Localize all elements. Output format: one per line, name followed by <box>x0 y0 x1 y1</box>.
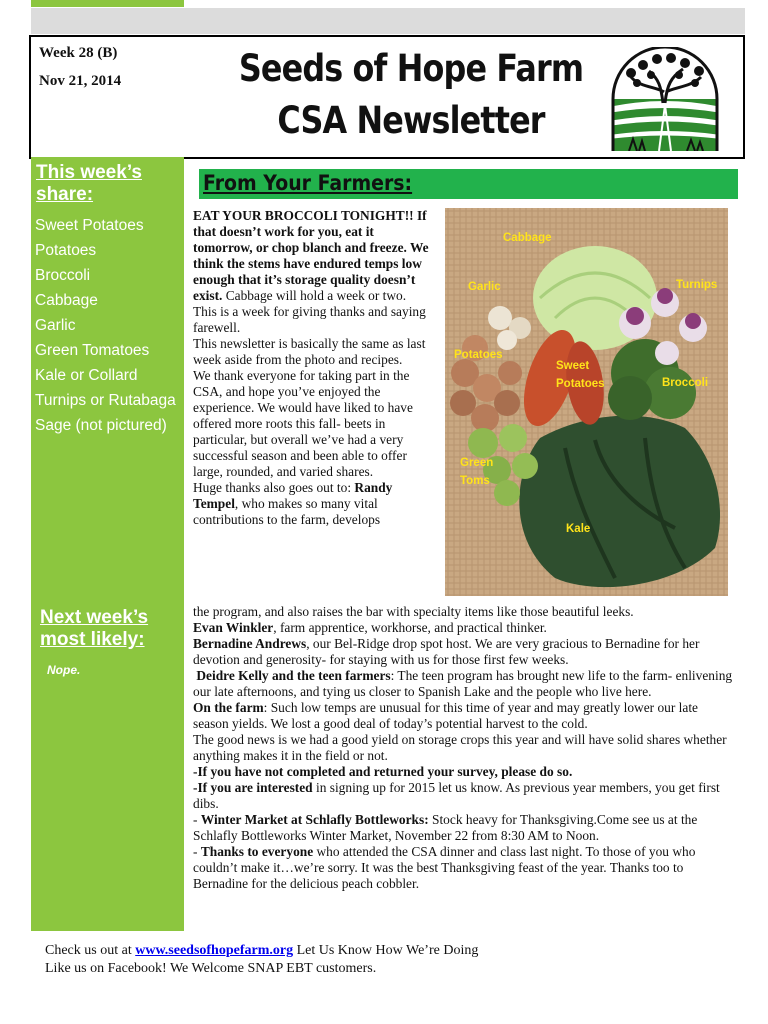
farm-paragraph: On the farm: Such low temps are unusual for this time of year and may greatly lower our late season yields. We lost a good deal of today’s potential harvest to the cold. <box>193 700 698 731</box>
share-heading: This week’s share: <box>36 162 142 205</box>
newsletter-title: CSA Newsletter <box>277 99 545 142</box>
list-item: Cabbage <box>35 292 98 309</box>
farm-logo-icon <box>609 47 721 151</box>
thank-you-paragraph: - Thanks to everyone who attended the CSA dinner and class last night. To those of you who couldn’t make it…we’re sorry. It was the best Thanksgiving feast of the year. Thanks too to Bernadine for the delicious peach cobbler. <box>193 844 696 891</box>
week-label: Week 28 (B) <box>39 45 118 61</box>
list-item: Turnips or Rutabaga <box>35 392 176 409</box>
photo-label-green: Green <box>460 457 494 469</box>
next-week-value: Nope. <box>47 663 81 677</box>
photo-label-potatoes: Potatoes <box>454 349 503 361</box>
top-accent-bar <box>31 0 184 7</box>
survey-paragraph: -If you have not completed and returned your survey, please do so. <box>193 764 573 779</box>
section-title: From Your Farmers: <box>203 171 413 195</box>
photo-label-turnips: Turnips <box>676 279 718 291</box>
bernadine-paragraph: Bernadine Andrews, our Bel-Ridge drop spot host. We are very gracious to Bernadine for her devotion and generosity- for staying with us for those first few weeks. <box>193 636 700 667</box>
main-text <box>193 604 733 892</box>
photo-label-kale: Kale <box>566 523 591 535</box>
photo-label-broccoli: Broccoli <box>662 377 709 389</box>
newsletter-header <box>29 35 745 159</box>
footer-line-1: Check us out at www.seedsofhopefarm.org Let Us Know How We’re Doing <box>45 943 479 958</box>
cabbage-note: Cabbage will hold a week or two. <box>222 288 407 303</box>
next-week-heading: Next week’s most likely: <box>40 607 149 650</box>
intro-column <box>193 208 431 528</box>
footer <box>45 942 745 978</box>
good-news-paragraph: The good news is we had a good yield on storage crops this year and will have solid shares whether anything makes it in the field or not. <box>193 732 727 763</box>
issue-date: Nov 21, 2014 <box>39 73 122 89</box>
photo-label-garlic: Garlic <box>468 281 501 293</box>
signup-paragraph: -If you are interested in signing up for 2015 let us know. As previous year members, you get first dibs. <box>193 780 720 811</box>
list-item: Sage (not pictured) <box>35 417 167 434</box>
list-item: Potatoes <box>35 242 97 259</box>
website-link[interactable]: www.seedsofhopefarm.org <box>135 943 294 958</box>
photo-label-cabbage: Cabbage <box>503 232 552 244</box>
photo-label-sweet-potatoes: Potatoes <box>556 378 605 390</box>
season-paragraph: We thank everyone for taking part in the CSA, and hope you’ve enjoyed the experience. We would have liked to have offered more roots this fall- beets in particular, but overall we’ve had a very successful season and been able to offer large, rounded, and varied shares. <box>193 368 413 479</box>
footer-line-2: Like us on Facebook! We Welcome SNAP EBT customers. <box>45 961 377 976</box>
section-banner <box>199 169 738 199</box>
randy-name: Randy Tempel <box>193 480 393 511</box>
list-item: Kale or Collard <box>35 367 138 384</box>
top-gray-bar <box>31 8 745 34</box>
randy-continued: the program, and also raises the bar with specialty items like those beautiful leeks. <box>193 604 634 619</box>
list-item: Sweet Potatoes <box>35 217 144 234</box>
evan-paragraph: Evan Winkler, farm apprentice, workhorse, and practical thinker. <box>193 620 547 635</box>
same-newsletter-paragraph: This newsletter is basically the same as last week aside from the photo and recipes. <box>193 336 426 367</box>
list-item: Green Tomatoes <box>35 342 150 359</box>
thanks-paragraph: This is a week for giving thanks and saying farewell. <box>193 304 426 335</box>
vegetable-photo <box>445 208 728 596</box>
photo-label-toms: Toms <box>460 475 490 487</box>
share-list <box>35 216 180 441</box>
broccoli-warning: EAT YOUR BROCCOLI TONIGHT!! If that doesn’t work for you, eat it tomorrow, or chop blanch and freeze. We think the stems have endured temps low enough that it’s storage quality doesn’t exist. <box>193 208 429 303</box>
farm-title: Seeds of Hope Farm <box>238 47 584 90</box>
winter-market-paragraph: - Winter Market at Schlafly Bottleworks: Stock heavy for Thanksgiving.Come see us at the Schlafly Bottleworks Winter Market, November 22 from 8:30 AM to Noon. <box>193 812 698 843</box>
sidebar <box>31 157 184 931</box>
list-item: Garlic <box>35 317 76 334</box>
list-item: Broccoli <box>35 267 91 284</box>
photo-label-sweet: Sweet <box>556 360 590 372</box>
deidre-paragraph: Deidre Kelly and the teen farmers: The teen program has brought new life to the farm- enlivening our late afternoons, and tying us closer to Spanish Lake and the people who live here. <box>193 668 733 699</box>
broccoli-paragraph <box>193 208 431 304</box>
randy-paragraph: Huge thanks also goes out to: Randy Tempel, who makes so many vital contributions to the farm, develops <box>193 480 393 527</box>
